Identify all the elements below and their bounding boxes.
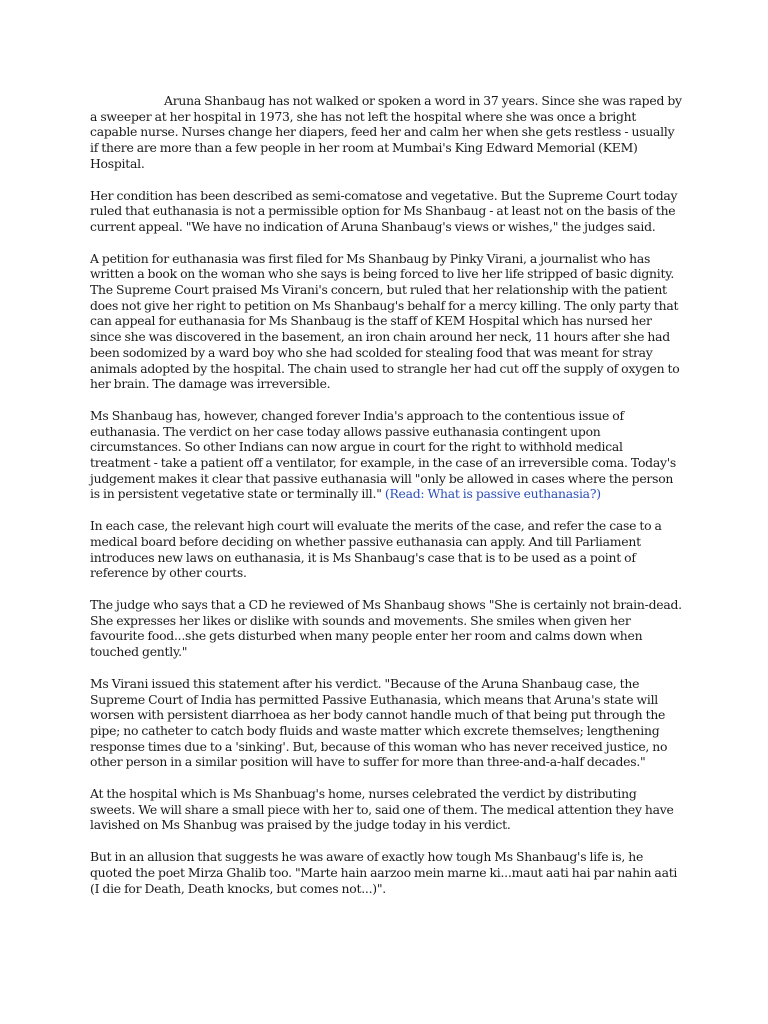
paragraph-5: In each case, the relevant high court will evaluate the merits of the case, and refer the case to a medical board before deciding on whether passive euthanasia can apply. And till Parliament introduces new laws on euthanasia, it is Ms Shanbaug's case that is to be used as a point of reference by other courts.	[90, 518, 662, 581]
paragraph-7: Ms Virani issued this statement after his verdict. "Because of the Aruna Shanbaug case, the Supreme Court of India has permitted Passive Euthanasia, which means that Aruna's state will worsen with persistent diarrhoea as her body cannot handle much of that being put through the pipe; no catheter to catch body fluids and waste matter which excrete themselves; lengthening response times due to a 'sinking'. But, because of this woman who has never received justice, no other person in a similar position will have to suffer for more than three-and-a-half decades."	[90, 675, 668, 770]
paragraph-1: Aruna Shanbaug has not walked or spoken a word in 37 years. Since she was raped by a sweeper at her hospital in 1973, she has not left the hospital where she was once a bright capable nurse. Nurses change her diapers, feed her and calm her when she gets restless - usually if there are more than a few people in her room at Mumbai's King Edward Memorial (KEM) Hospital.	[90, 93, 682, 171]
paragraph-6: The judge who says that a CD he reviewed of Ms Shanbaug shows "She is certainly not brain-dead. She expresses her likes or dislike with sounds and movements. She smiles when given her favourite food...she gets disturbed when many people enter her room and calms down when touched gently."	[90, 596, 682, 660]
paragraph-9: But in an allusion that suggests he was aware of exactly how tough Ms Shanbaug's life is, he quoted the poet Mirza Ghalib too. "Marte hain aarzoo mein marne ki...maut aati hai par nahin aati (I die for Death, Death knocks, but comes not...)".	[90, 849, 678, 896]
paragraph-2: Her condition has been described as semi-comatose and vegetative. But the Supreme Court today ruled that euthanasia is not a permissible option for Ms Shanbaug - at least not on the basis of the current appeal. "We have no indication of Aruna Shanbaug's views or wishes," the judges said.	[90, 187, 678, 234]
article-body	[90, 93, 682, 912]
paragraph-3: A petition for euthanasia was first filed for Ms Shanbaug by Pinky Virani, a journalist who has written a book on the woman who she says is being forced to live her life stripped of basic dignity. The Supreme Court praised Ms Virani's concern, but ruled that her relationship with the patient does not give her right to petition on Ms Shanbaug's behalf for a mercy killing. The only party that can appeal for euthanasia for Ms Shanbaug is the staff of KEM Hospital which has nursed her since she was discovered in the basement, an iron chain around her neck, 11 hours after she had been sodomized by a ward boy who she had scolded for stealing food that was meant for stray animals adopted by the hospital. The chain used to strangle her had cut off the supply of oxygen to her brain. The damage was irreversible.	[90, 250, 680, 392]
passive-euthanasia-link[interactable]: (Read: What is passive euthanasia?)	[384, 486, 601, 502]
paragraph-8: At the hospital which is Ms Shanbuag's home, nurses celebrated the verdict by distributing sweets. We will share a small piece with her to, said one of them. The medical attention they have lavished on Ms Shanbug was praised by the judge today in his verdict.	[90, 786, 674, 833]
paragraph-4	[90, 408, 682, 502]
paragraph-4-text: Ms Shanbaug has, however, changed forever India's approach to the contentious issue of euthanasia. The verdict on her case today allows passive euthanasia contingent upon circumstances. So other Indians can now argue in court for the right to withhold medical treatment - take a patient off a ventilator, for example, in the case of an irreversible coma. Today's judgement makes it clear that passive euthanasia will "only be allowed in cases where the person is in persistent vegetative state or terminally ill."	[90, 407, 677, 502]
